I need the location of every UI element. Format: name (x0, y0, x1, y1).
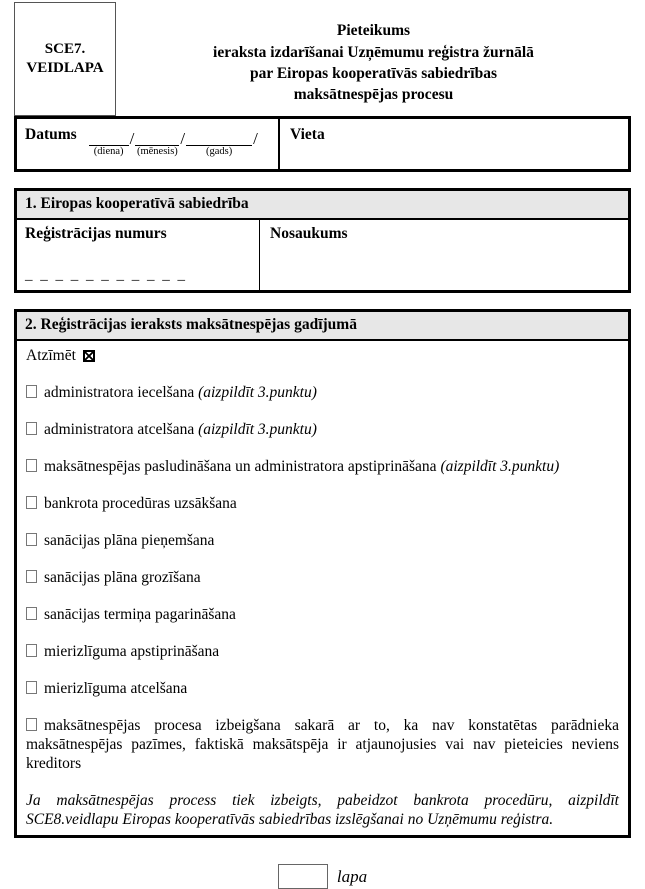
form-header (14, 2, 631, 116)
date-year-label: (gads) (206, 146, 233, 157)
form-code: SCE7. (44, 41, 86, 58)
section-1 (14, 188, 631, 293)
company-name-label: Nosaukums (270, 225, 348, 242)
date-slash-2: / (180, 129, 186, 148)
registration-number-blank[interactable]: _ _ _ _ _ _ _ _ _ _ _ (25, 267, 187, 283)
mark-label: Atzīmēt (26, 347, 76, 364)
option-note: (aizpildīt 3.punktu) (440, 458, 560, 475)
option-sanacijas-termina-pagarinasana (26, 605, 619, 624)
checkbox-sanacijas-plana-grozisana[interactable] (26, 570, 37, 583)
section-2-footnote: Ja maksātnespējas process tiek izbeigts, pabeidzot bankrota procedūru, aizpildīt SCE8.veidlapu Eiropas kooperatīvās sabiedrības izslēgšanai no Uzņēmumu reģistra. (26, 792, 619, 828)
option-bankrota-proceduras-uzsaksana (26, 494, 619, 513)
page-number-field[interactable] (278, 864, 328, 889)
checked-box-icon (83, 350, 95, 362)
company-name-cell[interactable] (260, 220, 628, 290)
date-day-line-row (89, 126, 136, 146)
registration-number-label: Reģistrācijas numurs (25, 225, 167, 242)
checkbox-administratora-iecelsana[interactable] (26, 385, 37, 398)
date-month-line-row (135, 126, 186, 146)
checkbox-procesa-izbeigsana[interactable] (26, 718, 37, 731)
date-month-field[interactable] (135, 128, 179, 146)
option-label: sanācijas termiņa pagarināšana (44, 606, 236, 623)
option-administratora-atcelsana (26, 420, 619, 439)
option-label: administratora atcelšana (44, 421, 195, 438)
date-label: Datums (25, 126, 77, 143)
section-2-body (17, 341, 628, 835)
date-day-label: (diena) (93, 146, 124, 157)
option-label: mierizlīguma apstiprināšana (44, 643, 220, 660)
form-title (116, 2, 631, 116)
option-note: (aizpildīt 3.punktu) (198, 384, 317, 401)
option-label: mierizlīguma atcelšana (44, 680, 188, 697)
checkbox-sanacijas-plana-pienemsana[interactable] (26, 533, 37, 546)
option-label: administratora iecelšana (44, 384, 195, 401)
option-administratora-iecelsana (26, 383, 619, 402)
date-year-line-row (186, 126, 259, 146)
date-place-table (14, 116, 631, 172)
section-1-body (17, 220, 628, 290)
page-number-label: lapa (336, 866, 368, 886)
mark-legend (26, 347, 619, 365)
option-label: sanācijas plāna grozīšana (44, 569, 201, 586)
form-code-label: VEIDLAPA (26, 60, 104, 76)
checkbox-bankrota-proceduras-uzsaksana[interactable] (26, 496, 37, 509)
date-slash-3: / (253, 129, 258, 148)
option-maksatnespejas-pasludinasana (26, 457, 619, 476)
checkbox-maksatnespejas-pasludinasana[interactable] (26, 459, 37, 472)
option-label: sanācijas plāna pieņemšana (44, 532, 215, 549)
place-label: Vieta (290, 126, 325, 143)
option-label: bankrota procedūras uzsākšana (44, 495, 237, 512)
section-2-header: 2. Reģistrācijas ieraksts maksātnespējas gadījumā (17, 312, 628, 341)
date-year-segment (186, 126, 259, 158)
option-label: maksātnespējas procesa izbeigšana sakarā ar to, ka nav konstatētas parādnieka maksātnespējas pazīmes, faktiskā maksātspēja ir atjaunojusies vai nav pieteicies neviens kreditors (26, 717, 619, 772)
registration-number-cell[interactable] (17, 220, 260, 290)
date-day-segment (89, 126, 136, 158)
date-entry (89, 126, 259, 158)
form-code-box (14, 2, 116, 116)
checkbox-sanacijas-termina-pagarinasana[interactable] (26, 607, 37, 620)
date-cell (17, 119, 280, 169)
date-month-segment (135, 126, 186, 158)
title-line-2: ieraksta izdarīšanai Uzņēmumu reģistra žurnālā (213, 43, 534, 61)
section-1-header: 1. Eiropas kooperatīvā sabiedrība (17, 191, 628, 220)
option-mierizliguma-atcelsana (26, 679, 619, 698)
checkbox-mierizliguma-apstiprinasana[interactable] (26, 644, 37, 657)
page-number-row (14, 864, 631, 889)
checkbox-mierizliguma-atcelsana[interactable] (26, 681, 37, 694)
option-procesa-izbeigsana (26, 716, 619, 773)
title-line-4: maksātnespējas procesu (293, 86, 454, 104)
checkbox-administratora-atcelsana[interactable] (26, 422, 37, 435)
title-line-3: par Eiropas kooperatīvās sabiedrības (249, 65, 498, 82)
option-sanacijas-plana-grozisana (26, 568, 619, 587)
place-field-cell[interactable] (280, 119, 628, 169)
option-label: maksātnespējas pasludināšana un administratora apstiprināšana (44, 458, 437, 475)
option-sanacijas-plana-pienemsana (26, 531, 619, 550)
option-note: (aizpildīt 3.punktu) (198, 421, 317, 438)
date-day-field[interactable] (89, 128, 129, 146)
section-2 (14, 309, 631, 838)
date-year-field[interactable] (186, 128, 252, 146)
option-mierizliguma-apstiprinasana (26, 642, 619, 661)
date-slash-1: / (129, 129, 135, 148)
title-line-1: Pieteikums (336, 22, 411, 40)
date-month-label: (mēnesis) (136, 146, 178, 157)
